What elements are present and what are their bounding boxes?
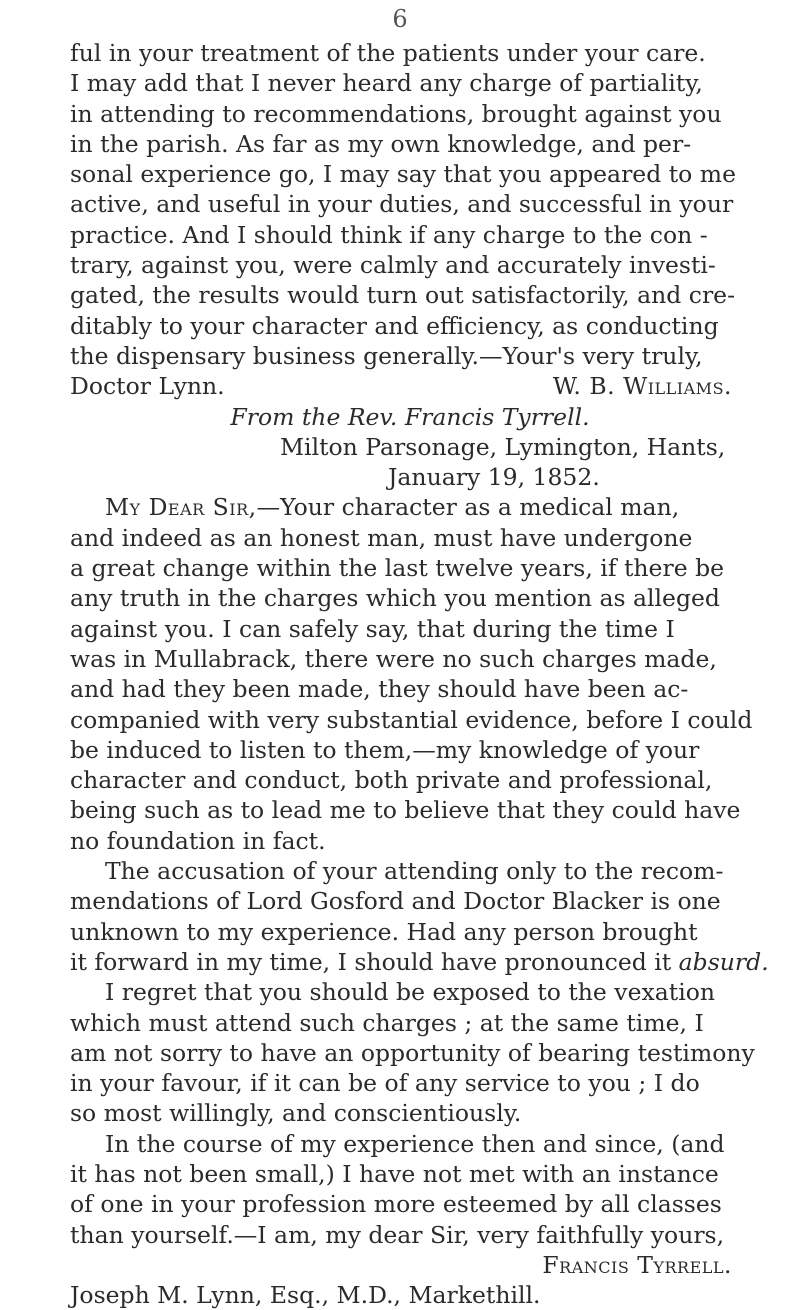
body-line: in the parish. As far as my own knowledge, and per-: [70, 129, 692, 158]
body-line: be induced to listen to them,—my knowledge of your: [70, 735, 700, 764]
body-line: so most willingly, and conscientiously.: [70, 1099, 522, 1128]
salutation-line: [70, 492, 750, 522]
body-line: the dispensary business generally.—Your's very truly,: [70, 341, 703, 370]
body-line: In the course of my experience then and since, (and: [105, 1129, 725, 1158]
body-line: in your favour, if it can be of any service to you ; I do: [70, 1069, 700, 1098]
body-line: in attending to recommendations, brought against you: [70, 99, 722, 128]
document-body: [70, 38, 769, 1310]
body-line: than yourself.—I am, my dear Sir, very faithfully yours,: [70, 1220, 725, 1249]
body-line: practice. And I should think if any charge to the con -: [70, 220, 708, 249]
body-line: was in Mullabrack, there were no such charges made,: [70, 644, 717, 673]
body-line: which must attend such charges ; at the same time, I: [70, 1008, 704, 1037]
body-line: The accusation of your attending only to the recom-: [105, 857, 724, 886]
sign-off-line: [70, 371, 750, 401]
body-line: companied with very substantial evidence, before I could: [70, 705, 753, 734]
letter-date: January 19, 1852.: [388, 463, 600, 492]
body-line: any truth in the charges which you mention as alleged: [70, 584, 720, 613]
body-line: active, and useful in your duties, and successful in your: [70, 190, 734, 219]
body-line: it has not been small,) I have not met with an instance: [70, 1159, 719, 1188]
body-line: no foundation in fact.: [70, 826, 326, 855]
body-line: a great change within the last twelve years, if there be: [70, 554, 725, 583]
salutation: My Dear Sir,: [105, 493, 257, 522]
body-text: it forward in my time, I should have pronounced it: [70, 947, 679, 976]
body-line: gated, the results would turn out satisfactorily, and cre-: [70, 281, 736, 310]
body-line: I regret that you should be exposed to the vexation: [105, 978, 715, 1007]
body-line: and indeed as an honest man, must have undergone: [70, 523, 693, 552]
signature-williams: W. B. Williams.: [552, 372, 732, 401]
recipient-name: Doctor Lynn.: [70, 372, 225, 401]
body-line: ful in your treatment of the patients under your care.: [70, 39, 706, 67]
body-line: character and conduct, both private and professional,: [70, 766, 713, 795]
letter-address: Milton Parsonage, Lymington, Hants,: [280, 432, 726, 461]
body-line: ditably to your character and efficiency, as conducting: [70, 311, 719, 340]
letter-heading: From the Rev. Francis Tyrrell.: [230, 402, 590, 431]
body-line: I may add that I never heard any charge of partiality,: [70, 69, 703, 98]
body-line: mendations of Lord Gosford and Doctor Blacker is one: [70, 887, 721, 916]
body-line: of one in your profession more esteemed by all classes: [70, 1190, 722, 1219]
body-line: and had they been made, they should have been ac-: [70, 675, 689, 704]
emphasis-word: absurd.: [678, 947, 769, 976]
body-line-with-emphasis: [70, 947, 769, 977]
addressee: Joseph M. Lynn, Esq., M.D., Markethill.: [70, 1281, 541, 1310]
body-line: against you. I can safely say, that during the time I: [70, 614, 675, 643]
body-line: —Your character as a medical man,: [256, 493, 680, 522]
body-line: unknown to my experience. Had any person brought: [70, 917, 698, 946]
body-line: sonal experience go, I may say that you appeared to me: [70, 160, 736, 189]
body-line: trary, against you, were calmly and accurately investi-: [70, 251, 716, 280]
body-line: am not sorry to have an opportunity of bearing testimony: [70, 1038, 755, 1067]
page-number: 6: [392, 5, 408, 33]
body-line: being such as to lead me to believe that they could have: [70, 796, 741, 825]
signature-tyrrell: Francis Tyrrell.: [542, 1250, 732, 1279]
